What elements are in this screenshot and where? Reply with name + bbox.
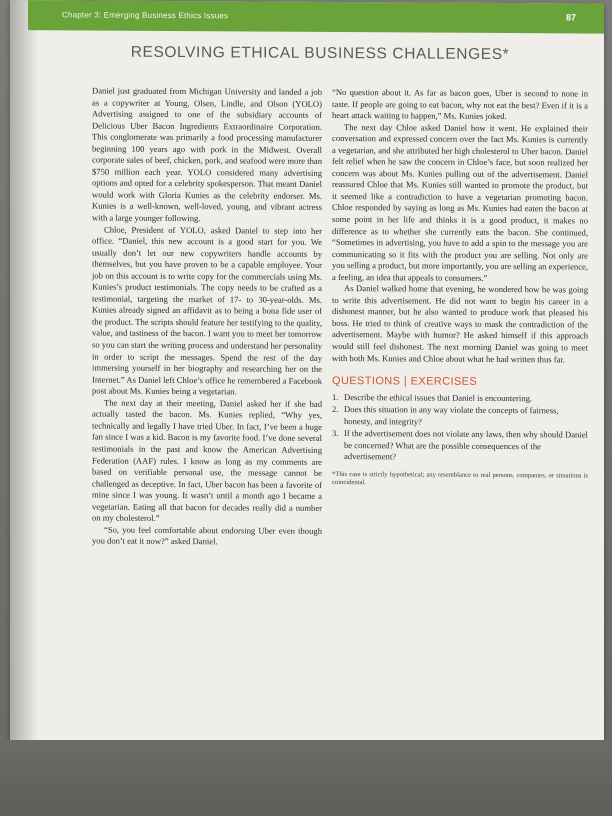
heading-separator: |: [403, 375, 408, 388]
question-number: 3.: [332, 428, 339, 439]
exercises-label: EXERCISES: [410, 375, 478, 388]
book-page: [10, 0, 604, 752]
paragraph: The next day at their meeting, Daniel asked her if she had actually tasted the bacon. Ms. Kunies replied, “Why yes, technically and legally I have tried Uber. In fact, I’ve been a huge fan since I was a kid. Bacon is my favorite food. I’ve done several testimonials in the past and know the American Advertising Federation (AAF) rules. I know as long as my comments are based on verifiable personal use, the message cannot be challenged as deceptive. In fact, Uber bacon has been a favorite of mine since I was young. It wasn’t until a month ago I became a vegetarian. Eating all that bacon for decades really did a number on my cholesterol.”: [92, 397, 322, 524]
question-item: [332, 404, 588, 429]
question-list: [332, 392, 588, 465]
paragraph: The next day Chloe asked Daniel how it went. He explained their conversation and expressed concern over the fact Ms. Kunies is currently a vegetarian, and she attributed her high cholesterol to Uber bacon. Daniel felt relief when he saw the concern in Chloe’s face, but soon realized her concern was about Ms. Kunies pulling out of the advertisement. Daniel reassured Chloe that Ms. Kunies still wanted to promote the product, but it seemed like a contradiction to have a vegetarian promoting bacon. Chloe responded by saying as long as Ms. Kunies had eaten the bacon at some point in her life and thinks it is a good product, it makes no difference as to whether she currently eats the bacon. She continued, “Sometimes in advertising, you have to add a spin to the message you are communicating so it fits with the product you are selling. Not only are you selling a product, but more importantly, you are selling an experience, a feeling, an idea that appeals to consumers.”: [332, 121, 588, 283]
paragraph: Chloe, President of YOLO, asked Daniel to step into her office. “Daniel, this new account is a good start for you. We usually don’t let our new copywriters handle accounts by themselves, but you have proven to be a capable employee. Your job on this account is to write copy for the commercials using Ms. Kunies’s product testimonials. The copy needs to be crafted as a testimonial, targeting the market of 17- to 30-year-olds. Ms. Kunies already signed an affidavit as to being a bona fide user of the product. The scripts should feature her testifying to the quality, value, and tastiness of the bacon. I want you to meet her tomorrow so you can start the writing process and understand her personality in order to script the messages. Spend the rest of the day immersing yourself in her biography and researching her on the Internet.” As Daniel left Chloe’s office he remembered a Facebook post about Ms. Kunies being a vegetarian.: [92, 224, 322, 397]
question-item: [332, 392, 588, 405]
chapter-title: Chapter 3: Emerging Business Ethics Issues: [62, 10, 229, 21]
paragraph: “No question about it. As far as bacon goes, Uber is second to none in taste. If people are going to eat bacon, why not eat the best? Even if it is a heart attack waiting to happen,” Ms. Kunies joked.: [332, 86, 588, 122]
chapter-header-bar: [28, 0, 604, 34]
footnote: *This case is strictly hypothetical; any resemblance to real persons, companies, or situations is coincidental.: [332, 470, 588, 487]
question-text: Describe the ethical issues that Daniel is encountering.: [344, 391, 533, 403]
page-gutter-shadow: [10, 0, 38, 748]
page-number: 87: [565, 12, 576, 23]
section-title: RESOLVING ETHICAL BUSINESS CHALLENGES*: [130, 43, 510, 64]
question-text: Does this situation in any way violate the concepts of fairness, honesty, and integrity?: [344, 404, 559, 427]
paragraph: Daniel just graduated from Michigan University and landed a job as a copywriter at Young, Olsen, Lindle, and Olson (YOLO) Advertising assigned to one of the subsidiary accounts of Delicious Uber Bacon Ingredients Extraordinaire Corporation. This conglomerate was primarily a food processing manufacturer beginning 100 years ago with pork in the Midwest. Overall corporate sales of beef, chicken, pork, and seafood were more than $750 million each year. YOLO considered many advertising options and opted for a celebrity spokesperson. That meant Daniel would work with Gloria Kunies as the celebrity endorser. Ms. Kunies is a well-known, well-loved, young, and vibrant actress with a large younger following.: [92, 85, 322, 224]
question-number: 2.: [332, 404, 339, 415]
question-item: [332, 428, 588, 464]
left-column: [92, 86, 322, 549]
desk-surface: [0, 740, 612, 816]
question-number: 1.: [332, 391, 339, 402]
questions-label: QUESTIONS: [332, 375, 401, 388]
right-column: [332, 87, 588, 490]
questions-exercises-heading: [332, 376, 588, 389]
paragraph: “So, you feel comfortable about endorsing Uber even though you don’t eat it now?” asked Daniel.: [92, 524, 322, 547]
question-text: If the advertisement does not violate any laws, then why should Daniel be concerned? What are the possible consequences of the advertisement?: [344, 428, 588, 462]
paragraph: As Daniel walked home that evening, he wondered how he was going to write this advertisement. He did not want to begin his career in a dishonest manner, but he also wanted to produce work that pleased his boss. He tried to think of creative ways to mask the contradiction of the advertisement. Maybe with humor? He asked himself if this approach would still feel dishonest. The next morning Daniel was going to meet with both Ms. Kunies and Chloe about what he had written thus far.: [332, 283, 588, 364]
